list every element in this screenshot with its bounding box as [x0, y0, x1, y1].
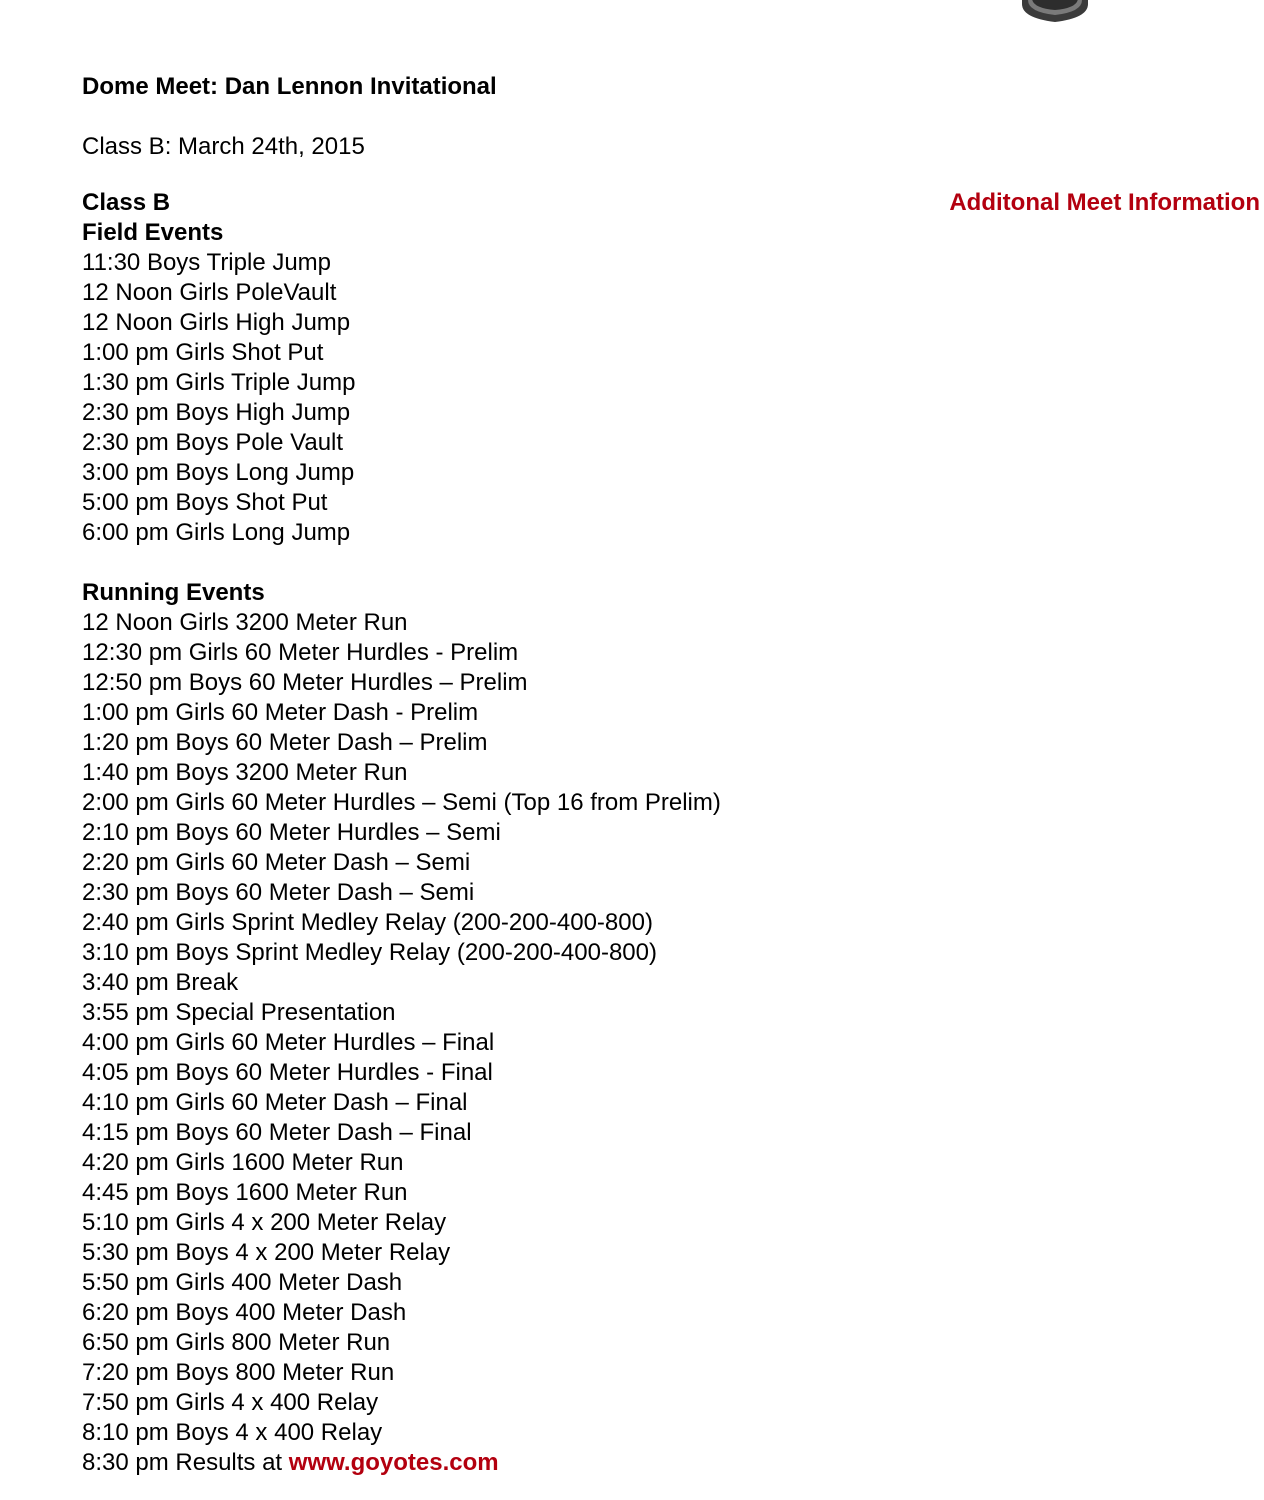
event-name: Girls 1600 Meter Run [175, 1149, 404, 1176]
event-row [82, 1058, 721, 1088]
event-row [82, 758, 721, 788]
event-name: Break [175, 969, 239, 996]
event-row [82, 638, 721, 668]
event-row [82, 428, 721, 458]
event-row [82, 848, 721, 878]
results-website-link[interactable]: www.goyotes.com [288, 1449, 499, 1476]
event-time: 3:40 pm [82, 969, 169, 996]
event-name: Girls 60 Meter Dash – Semi [175, 849, 471, 876]
running-events-heading: Running Events [82, 579, 265, 606]
event-name: Girls 60 Meter Hurdles - Prelim [188, 639, 519, 666]
event-time: 2:00 pm [82, 789, 169, 816]
event-time: 2:30 pm [82, 429, 169, 456]
event-time: 1:20 pm [82, 729, 169, 756]
event-time: 3:55 pm [82, 999, 169, 1026]
event-row [82, 458, 721, 488]
event-name: Boys 800 Meter Run [175, 1359, 395, 1386]
event-row [82, 1298, 721, 1328]
results-row [82, 1448, 721, 1478]
event-time: 12:50 pm [82, 669, 183, 696]
event-time: 1:00 pm [82, 699, 169, 726]
event-time: 1:30 pm [82, 369, 169, 396]
event-name: Boys 3200 Meter Run [175, 759, 408, 786]
event-time: 4:45 pm [82, 1179, 169, 1206]
event-row [82, 518, 721, 548]
event-name: Boys 60 Meter Hurdles – Semi [175, 819, 501, 846]
event-time: 5:10 pm [82, 1209, 169, 1236]
event-row [82, 488, 721, 518]
event-name: Girls Triple Jump [175, 369, 356, 396]
event-time: 4:05 pm [82, 1059, 169, 1086]
event-row [82, 788, 721, 818]
page-title: Dome Meet: Dan Lennon Invitational [82, 73, 497, 100]
event-name: Boys 4 x 200 Meter Relay [175, 1239, 451, 1266]
event-row [82, 608, 721, 638]
event-name: Girls High Jump [179, 309, 351, 336]
event-time: 2:40 pm [82, 909, 169, 936]
event-time: 2:20 pm [82, 849, 169, 876]
event-name: Girls 4 x 400 Relay [175, 1389, 379, 1416]
event-time: 12 Noon [82, 309, 173, 336]
event-row [82, 968, 721, 998]
event-row [82, 308, 721, 338]
event-name: Boys Pole Vault [175, 429, 344, 456]
event-row [82, 1028, 721, 1058]
event-name: Boys 4 x 400 Relay [175, 1419, 383, 1446]
event-time: 12 Noon [82, 279, 173, 306]
event-time: 6:20 pm [82, 1299, 169, 1326]
event-time: 7:50 pm [82, 1389, 169, 1416]
results-label: Results at [175, 1449, 283, 1476]
event-time: 6:50 pm [82, 1329, 169, 1356]
event-time: 8:30 pm [82, 1449, 169, 1476]
event-row [82, 1388, 721, 1418]
event-name: Girls PoleVault [179, 279, 337, 306]
event-time: 5:00 pm [82, 489, 169, 516]
event-row [82, 338, 721, 368]
event-time: 4:10 pm [82, 1089, 169, 1116]
event-name: Girls 800 Meter Run [175, 1329, 391, 1356]
event-time: 12:30 pm [82, 639, 183, 666]
event-name: Boys 60 Meter Dash – Prelim [175, 729, 488, 756]
event-row [82, 1268, 721, 1298]
event-time: 4:15 pm [82, 1119, 169, 1146]
event-name: Girls 60 Meter Hurdles – Final [175, 1029, 495, 1056]
event-row [82, 1118, 721, 1148]
event-row [82, 1208, 721, 1238]
event-row [82, 938, 721, 968]
event-time: 2:10 pm [82, 819, 169, 846]
event-time: 8:10 pm [82, 1419, 169, 1446]
event-time: 1:40 pm [82, 759, 169, 786]
meet-date: Class B: March 24th, 2015 [82, 133, 365, 160]
event-name: Boys 60 Meter Hurdles - Final [175, 1059, 493, 1086]
event-name: Girls 4 x 200 Meter Relay [175, 1209, 447, 1236]
event-row [82, 398, 721, 428]
event-time: 5:30 pm [82, 1239, 169, 1266]
event-name: Boys Shot Put [175, 489, 328, 516]
class-heading: Class B [82, 189, 171, 216]
event-name: Girls Sprint Medley Relay (200-200-400-800) [175, 909, 653, 936]
field-events-list [82, 248, 721, 548]
event-name: Boys Sprint Medley Relay (200-200-400-800) [175, 939, 657, 966]
event-time: 3:00 pm [82, 459, 169, 486]
event-name: Boys High Jump [175, 399, 351, 426]
event-name: Boys 1600 Meter Run [175, 1179, 408, 1206]
event-time: 4:00 pm [82, 1029, 169, 1056]
event-row [82, 1418, 721, 1448]
event-name: Boys 60 Meter Dash – Semi [175, 879, 475, 906]
event-row [82, 878, 721, 908]
event-time: 3:10 pm [82, 939, 169, 966]
event-row [82, 1328, 721, 1358]
event-row [82, 248, 721, 278]
section-spacer [82, 548, 721, 578]
event-name: Girls Shot Put [175, 339, 324, 366]
schedule [82, 188, 721, 1478]
event-name: Boys Long Jump [175, 459, 355, 486]
event-name: Girls 400 Meter Dash [175, 1269, 403, 1296]
event-name: Girls 60 Meter Dash - Prelim [175, 699, 479, 726]
additional-info-link[interactable]: Additonal Meet Information [949, 189, 1260, 216]
logo-fragment-icon [1018, 0, 1092, 24]
event-row [82, 1148, 721, 1178]
event-row [82, 698, 721, 728]
event-time: 12 Noon [82, 609, 173, 636]
event-name: Boys 400 Meter Dash [175, 1299, 407, 1326]
event-row [82, 1088, 721, 1118]
event-name: Boys 60 Meter Dash – Final [175, 1119, 472, 1146]
event-row [82, 368, 721, 398]
event-name: Girls 60 Meter Hurdles – Semi (Top 16 from Prelim) [175, 789, 721, 816]
event-row [82, 818, 721, 848]
event-time: 7:20 pm [82, 1359, 169, 1386]
event-name: Girls Long Jump [175, 519, 351, 546]
event-row [82, 998, 721, 1028]
event-name: Boys Triple Jump [146, 249, 332, 276]
field-events-heading: Field Events [82, 219, 224, 246]
event-row [82, 278, 721, 308]
event-time: 6:00 pm [82, 519, 169, 546]
event-time: 2:30 pm [82, 399, 169, 426]
event-row [82, 1358, 721, 1388]
event-row [82, 668, 721, 698]
event-name: Boys 60 Meter Hurdles – Prelim [188, 669, 528, 696]
event-time: 1:00 pm [82, 339, 169, 366]
event-time: 2:30 pm [82, 879, 169, 906]
event-name: Girls 3200 Meter Run [179, 609, 408, 636]
event-name: Special Presentation [175, 999, 396, 1026]
event-row [82, 1238, 721, 1268]
event-time: 11:30 [82, 249, 141, 276]
event-row [82, 728, 721, 758]
running-events-list [82, 608, 721, 1448]
event-row [82, 908, 721, 938]
event-row [82, 1178, 721, 1208]
event-time: 4:20 pm [82, 1149, 169, 1176]
event-time: 5:50 pm [82, 1269, 169, 1296]
event-name: Girls 60 Meter Dash – Final [175, 1089, 468, 1116]
